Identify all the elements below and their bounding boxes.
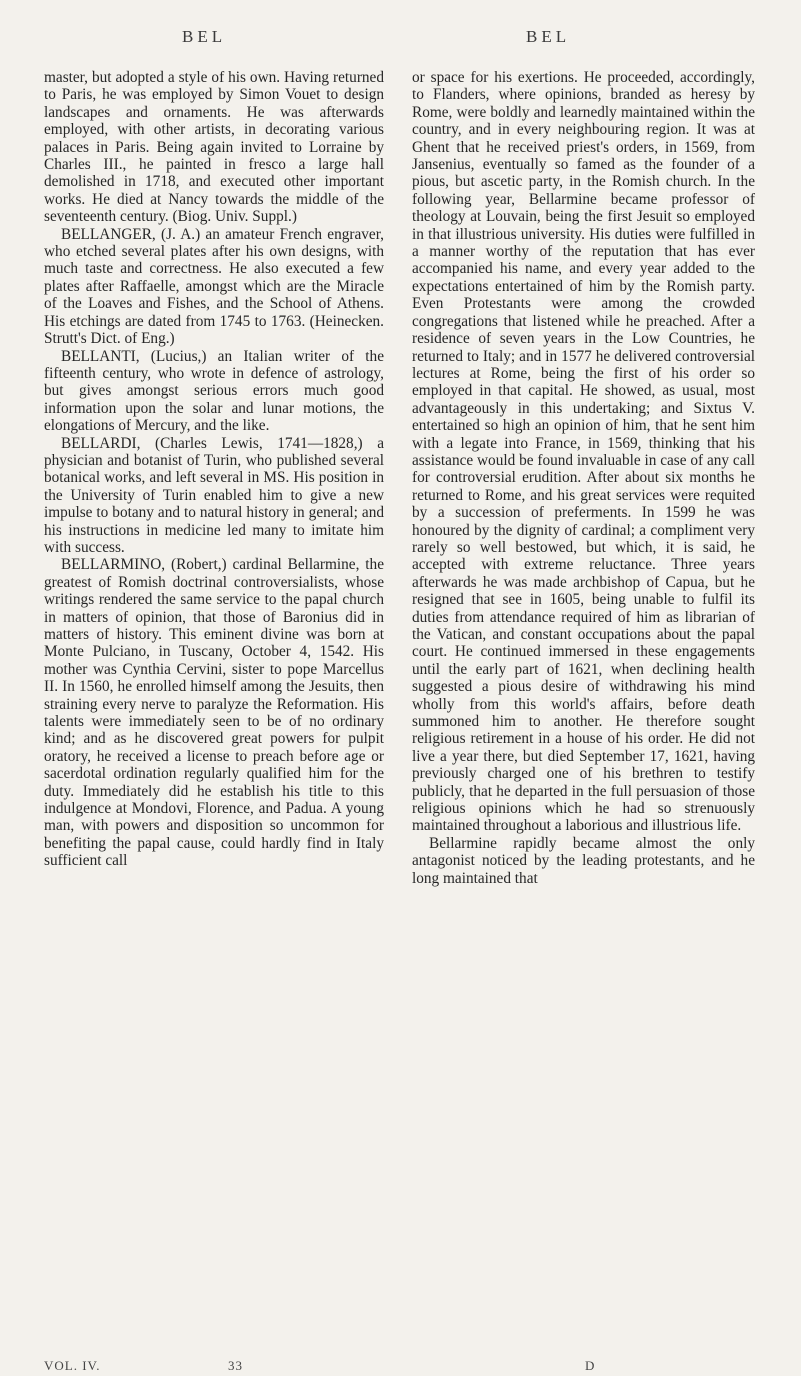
right-column <box>412 69 755 887</box>
volume-label: VOL. IV. <box>44 1358 101 1373</box>
entry-bellarmino: BELLARMINO, (Robert,) cardinal Bellarmine, the greatest of Romish doctrinal controversialists, whose writings rendered the same service to the papal church in matters of opinion, that those of Baronius did in matters of history. This eminent divine was born at Monte Pulciano, in Tuscany, October 4, 1542. His mother was Cynthia Cervini, sister to pope Marcellus II. In 1560, he enrolled himself among the Jesuits, then straining every nerve to paralyze the Reformation. His talents were immediately seen to be of no ordinary kind; and as he discovered great powers for pulpit oratory, he received a license to preach before age or sacerdotal ordination regularly qualified him for the duty. Immediately did he establish his title to this indulgence at Mondovi, Florence, and Padua. A young man, with powers and disposition so uncommon for benefiting the papal cause, could hardly find in Italy sufficient call <box>44 556 384 870</box>
paragraph-continued: or space for his exertions. He proceeded, accordingly, to Flanders, where opinions, branded as heresy by Rome, were boldly and learnedly maintained within the country, and in every neighbouring region. It was at Ghent that he received priest's orders, in 1569, from Jansenius, eventually so famed as the founder of a pious, but ascetic party, in the Romish church. In the following year, Bellarmine became professor of theology at Louvain, being the first Jesuit so employed in that illustrious university. His duties were fulfilled in a manner worthy of the reputation that has ever accompanied his name, and every year added to the expectations entertained of him by the Romish party. Even Protestants were among the crowded congregations that listened while he preached. After a residence of seven years in the Low Countries, he returned to Italy; and in 1577 he delivered controversial lectures at Rome, being the first of his order so employed in that capital. He showed, as usual, most advantageously in this undertaking; and Sixtus V. entertained so high an opinion of him, that he sent him with a legate into France, in 1569, thinking that his assistance would be found invaluable in case of any call for controversial erudition. After about six months he returned to Rome, and his great services were requited by a succession of preferments. In 1599 he was honoured by the dignity of cardinal; a compliment very rarely so well bestowed, but which, it is said, he accepted with extreme reluctance. Three years afterwards he was made archbishop of Capua, but he resigned that see in 1605, being unable to fulfil its duties from attendance required of him as librarian of the Vatican, and constant occupations about the papal court. He continued immersed in these engagements until the early part of 1621, when declining health suggested a pious desire of withdrawing his mind wholly from this world's affairs, before death summoned him to another. He therefore sought religious retirement in a house of his order. He did not live a year there, but died September 17, 1621, having previously charged one of his brethren to testify publicly, that he departed in the full persuasion of those religious opinions which he had so strenuously maintained throughout a laborious and illustrious life. <box>412 69 755 835</box>
paragraph: Bellarmine rapidly became almost the only antagonist noticed by the leading protestants, and he long maintained that <box>412 834 755 887</box>
running-header-left: BEL <box>182 27 227 46</box>
page-number: 33 <box>228 1358 243 1373</box>
running-header-right: BEL <box>526 27 571 46</box>
entry-bellanger: BELLANGER, (J. A.) an amateur French engraver, who etched several plates after his own designs, with much taste and correctness. He also executed a few plates after Raffaelle, amongst which are the Miracle of the Loaves and Fishes, and the School of Athens. His etchings are dated from 1745 to 1763. (Heinecken. Strutt's Dict. of Eng.) <box>44 225 384 348</box>
entry-bellanti: BELLANTI, (Lucius,) an Italian writer of the fifteenth century, who wrote in defence of astrology, but gives amongst serious errors much good information upon the solar and lunar motions, the elongations of Mercury, and the like. <box>44 347 384 435</box>
entry-bellardi: BELLARDI, (Charles Lewis, 1741—1828,) a physician and botanist of Turin, who published several botanical works, and left several in MS. His position in the University of Turin enabled him to give a new impulse to botany and to natural history in general; and his instructions in medicine led many to imitate him with success. <box>44 434 384 556</box>
signature-mark: D <box>585 1358 596 1373</box>
paragraph-continued: master, but adopted a style of his own. Having returned to Paris, he was employed by Simon Vouet to design landscapes and ornaments. He was afterwards employed, with other artists, in decorating various palaces in Paris. Being again invited to Lorraine by Charles III., he painted in fresco a large hall demolished in 1718, and executed other important works. He died at Nancy towards the middle of the seventeenth century. (Biog. Univ. Suppl.) <box>44 69 384 226</box>
left-column <box>44 69 384 870</box>
